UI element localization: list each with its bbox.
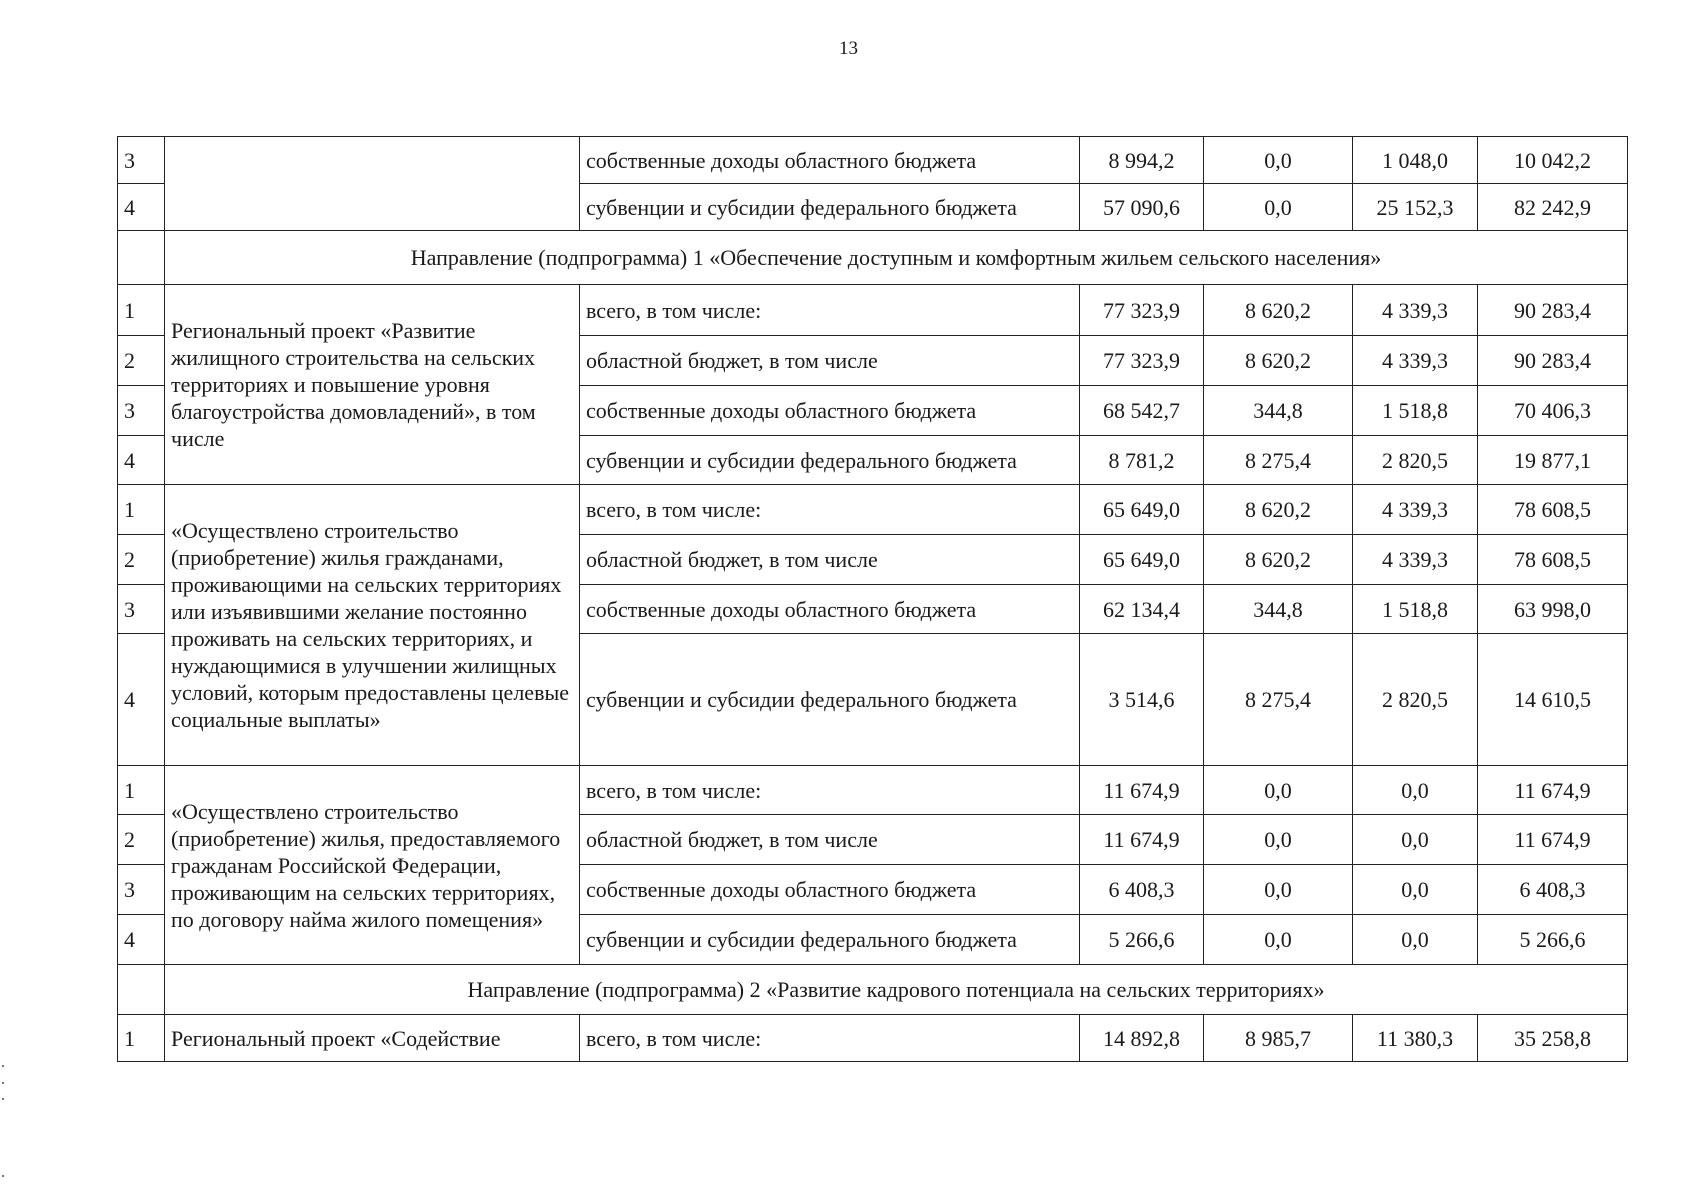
value-cell: 8 620,2 xyxy=(1204,285,1353,336)
value-cell: 1 518,8 xyxy=(1353,386,1478,436)
value-cell: 8 275,4 xyxy=(1204,436,1353,485)
value-cell: 78 608,5 xyxy=(1478,485,1628,535)
project-name-empty xyxy=(165,137,580,231)
row-number: 3 xyxy=(118,137,165,184)
value-cell: 68 542,7 xyxy=(1080,386,1204,436)
value-cell: 0,0 xyxy=(1353,815,1478,865)
value-cell: 0,0 xyxy=(1204,865,1353,915)
funding-source-label: собственные доходы областного бюджета xyxy=(580,386,1080,436)
scan-artifact xyxy=(2,1175,4,1177)
value-cell: 6 408,3 xyxy=(1478,865,1628,915)
value-cell: 77 323,9 xyxy=(1080,285,1204,336)
table-row xyxy=(118,485,1628,535)
value-cell: 4 339,3 xyxy=(1353,285,1478,336)
value-cell: 35 258,8 xyxy=(1478,1015,1628,1062)
value-cell: 82 242,9 xyxy=(1478,184,1628,231)
direction-heading: Направление (подпрограмма) 2 «Развитие кадрового потенциала на сельских территориях» xyxy=(165,965,1628,1015)
funding-source-label: субвенции и субсидии федерального бюджета xyxy=(580,436,1080,485)
row-number: 1 xyxy=(118,1015,165,1062)
value-cell: 19 877,1 xyxy=(1478,436,1628,485)
table-row xyxy=(118,285,1628,336)
funding-source-label: всего, в том числе: xyxy=(580,766,1080,815)
funding-source-label: всего, в том числе: xyxy=(580,1015,1080,1062)
value-cell: 8 985,7 xyxy=(1204,1015,1353,1062)
row-number: 2 xyxy=(118,336,165,386)
value-cell: 344,8 xyxy=(1204,585,1353,634)
value-cell: 8 781,2 xyxy=(1080,436,1204,485)
value-cell: 6 408,3 xyxy=(1080,865,1204,915)
project-name: Региональный проект «Содействие xyxy=(165,1015,580,1062)
value-cell: 2 820,5 xyxy=(1353,436,1478,485)
value-cell: 5 266,6 xyxy=(1478,915,1628,965)
row-number: 2 xyxy=(118,535,165,585)
budget-table xyxy=(117,136,1628,1062)
row-number-empty xyxy=(118,965,165,1015)
funding-source-label: всего, в том числе: xyxy=(580,485,1080,535)
value-cell: 4 339,3 xyxy=(1353,336,1478,386)
scan-artifact xyxy=(2,1098,4,1100)
row-number: 2 xyxy=(118,815,165,865)
row-number: 4 xyxy=(118,436,165,485)
section-heading-row xyxy=(118,231,1628,285)
funding-source-label: областной бюджет, в том числе xyxy=(580,535,1080,585)
value-cell: 11 674,9 xyxy=(1478,766,1628,815)
value-cell: 14 892,8 xyxy=(1080,1015,1204,1062)
table-row xyxy=(118,1015,1628,1062)
value-cell: 8 620,2 xyxy=(1204,535,1353,585)
value-cell: 11 674,9 xyxy=(1080,815,1204,865)
value-cell: 62 134,4 xyxy=(1080,585,1204,634)
value-cell: 0,0 xyxy=(1204,915,1353,965)
row-number-empty xyxy=(118,231,165,285)
funding-source-label: собственные доходы областного бюджета xyxy=(580,137,1080,184)
value-cell: 0,0 xyxy=(1353,915,1478,965)
value-cell: 0,0 xyxy=(1204,815,1353,865)
value-cell: 57 090,6 xyxy=(1080,184,1204,231)
project-name: «Осуществлено строительство (приобретение) жилья, предоставляемого гражданам Российской Федерации, проживающим на сельских территориях, по договору найма жилого помещения» xyxy=(165,766,580,965)
value-cell: 4 339,3 xyxy=(1353,535,1478,585)
scan-artifact xyxy=(2,1082,4,1084)
scan-artifact xyxy=(2,1065,4,1067)
value-cell: 0,0 xyxy=(1353,766,1478,815)
value-cell: 8 994,2 xyxy=(1080,137,1204,184)
value-cell: 0,0 xyxy=(1204,184,1353,231)
value-cell: 11 674,9 xyxy=(1478,815,1628,865)
value-cell: 5 266,6 xyxy=(1080,915,1204,965)
value-cell: 0,0 xyxy=(1204,137,1353,184)
funding-source-label: собственные доходы областного бюджета xyxy=(580,585,1080,634)
funding-source-label: субвенции и субсидии федерального бюджета xyxy=(580,184,1080,231)
value-cell: 14 610,5 xyxy=(1478,634,1628,766)
value-cell: 1 048,0 xyxy=(1353,137,1478,184)
row-number: 3 xyxy=(118,386,165,436)
funding-source-label: областной бюджет, в том числе xyxy=(580,336,1080,386)
value-cell: 2 820,5 xyxy=(1353,634,1478,766)
funding-source-label: собственные доходы областного бюджета xyxy=(580,865,1080,915)
funding-source-label: субвенции и субсидии федерального бюджета xyxy=(580,634,1080,766)
page-number: 13 xyxy=(839,38,858,59)
value-cell: 0,0 xyxy=(1204,766,1353,815)
value-cell: 11 674,9 xyxy=(1080,766,1204,815)
value-cell: 8 275,4 xyxy=(1204,634,1353,766)
row-number: 1 xyxy=(118,285,165,336)
value-cell: 0,0 xyxy=(1353,865,1478,915)
row-number: 1 xyxy=(118,485,165,535)
value-cell: 3 514,6 xyxy=(1080,634,1204,766)
row-number: 3 xyxy=(118,865,165,915)
project-name: Региональный проект «Развитие жилищного строительства на сельских территориях и повышение уровня благоустройства домовладений», в том числе xyxy=(165,285,580,485)
value-cell: 90 283,4 xyxy=(1478,336,1628,386)
direction-heading: Направление (подпрограмма) 1 «Обеспечение доступным и комфортным жильем сельского населения» xyxy=(165,231,1628,285)
value-cell: 77 323,9 xyxy=(1080,336,1204,386)
funding-source-label: всего, в том числе: xyxy=(580,285,1080,336)
section-heading-row xyxy=(118,965,1628,1015)
value-cell: 25 152,3 xyxy=(1353,184,1478,231)
project-name: «Осуществлено строительство (приобретение) жилья гражданами, проживающими на сельских территориях или изъявившими желание постоянно проживать на сельских территориях, и нуждающимися в улучшении жилищных условий, которым предоставлены целевые социальные выплаты» xyxy=(165,485,580,766)
value-cell: 65 649,0 xyxy=(1080,535,1204,585)
value-cell: 63 998,0 xyxy=(1478,585,1628,634)
value-cell: 8 620,2 xyxy=(1204,485,1353,535)
value-cell: 70 406,3 xyxy=(1478,386,1628,436)
value-cell: 78 608,5 xyxy=(1478,535,1628,585)
value-cell: 65 649,0 xyxy=(1080,485,1204,535)
row-number: 1 xyxy=(118,766,165,815)
row-number: 4 xyxy=(118,184,165,231)
value-cell: 1 518,8 xyxy=(1353,585,1478,634)
funding-source-label: областной бюджет, в том числе xyxy=(580,815,1080,865)
value-cell: 11 380,3 xyxy=(1353,1015,1478,1062)
value-cell: 4 339,3 xyxy=(1353,485,1478,535)
table-row xyxy=(118,137,1628,184)
table-row xyxy=(118,766,1628,815)
row-number: 3 xyxy=(118,585,165,634)
funding-source-label: субвенции и субсидии федерального бюджета xyxy=(580,915,1080,965)
value-cell: 344,8 xyxy=(1204,386,1353,436)
value-cell: 90 283,4 xyxy=(1478,285,1628,336)
row-number: 4 xyxy=(118,634,165,766)
value-cell: 10 042,2 xyxy=(1478,137,1628,184)
value-cell: 8 620,2 xyxy=(1204,336,1353,386)
row-number: 4 xyxy=(118,915,165,965)
